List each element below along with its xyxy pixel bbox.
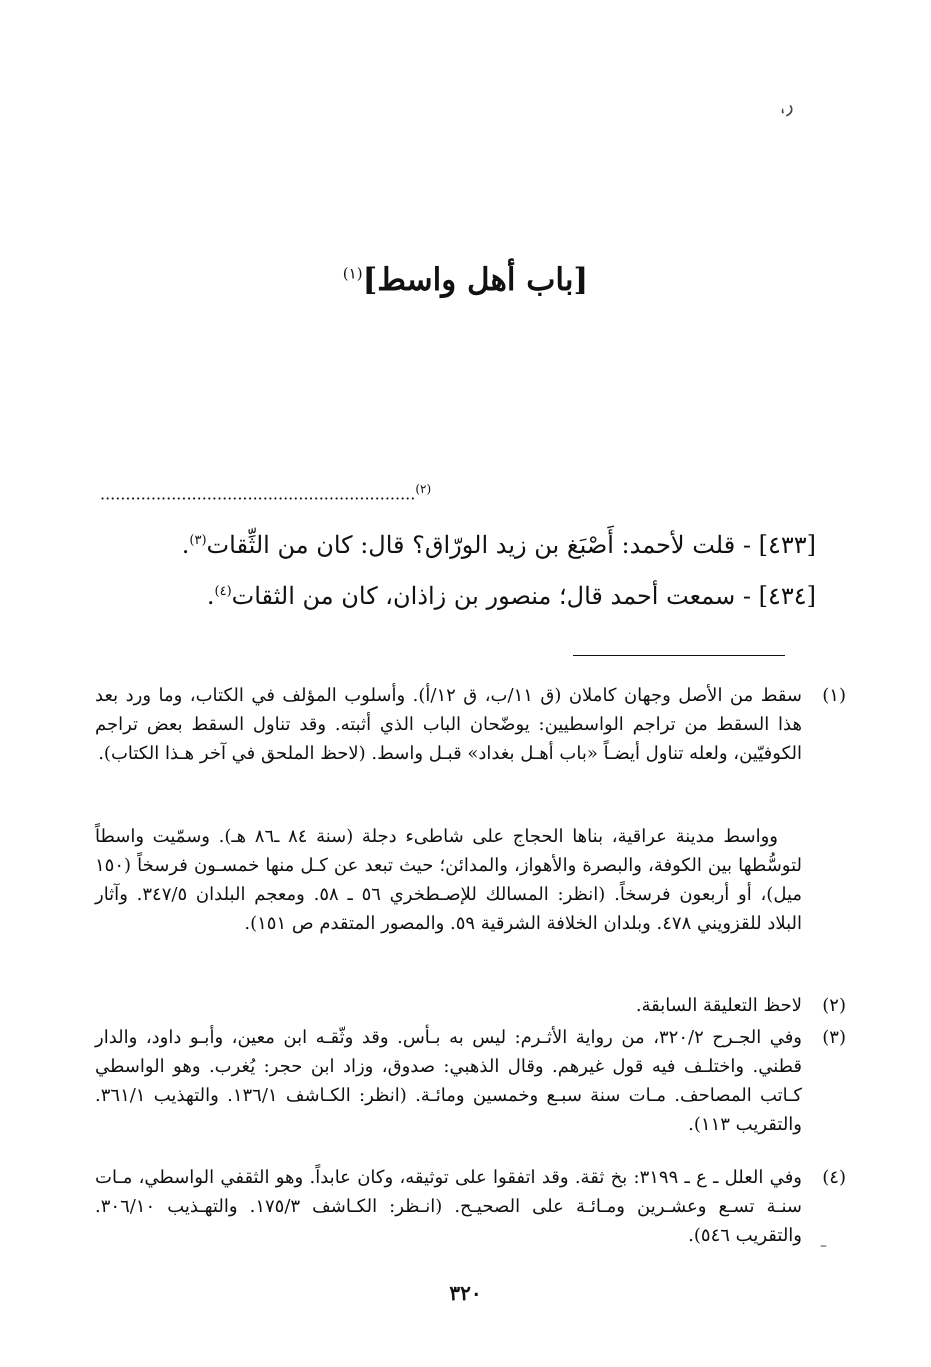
footnote-separator — [573, 655, 785, 656]
entry-434 — [116, 582, 816, 610]
entry-433 — [116, 531, 816, 559]
entry-note: (٤) — [214, 584, 232, 599]
footnote-4 — [95, 1163, 846, 1250]
continuation-mark: – — [820, 1238, 827, 1254]
entry-text: [٤٣٤] - سمعت أحمد قال؛ منصور بن زاذان، كان من الثقات — [231, 582, 816, 610]
chapter-title — [0, 262, 931, 298]
page-number: ٣٢٠ — [449, 1281, 482, 1305]
footnote-1-continued — [95, 822, 846, 938]
entry-note: (٣) — [189, 533, 207, 548]
entry-end: . — [206, 582, 215, 610]
lacuna-dots-text: .............................................................. — [100, 484, 416, 504]
footnote-number: (٤) — [822, 1167, 846, 1188]
chapter-title-text: [باب أهل واسط] — [362, 262, 589, 298]
footnote-2 — [95, 991, 846, 1020]
footnote-text: سقط من الأصل وجهان كاملان (ق ١١/ب، ق ١٢/أ). وأسلوب المؤلف في الكتاب، وما ورد بعد هذا السقط من تراجم الواسطيين: يوضّحان الباب الذي أثبته. وقد تناول السقط بعض تراجم الكوفيّين، ولعله تناول أيضـاً «باب أهـل بغداد» قبـل واسط. (لاحظ الملحق في آخر هـذا الكتاب). — [95, 685, 803, 764]
footnote-number: (١) — [822, 685, 846, 706]
footnote-number: (٢) — [822, 995, 846, 1016]
entry-text: [٤٣٣] - قلت لأحمد: أَصْبَغ بن زيد الورّاق؟ قال: كان من الثِّقات — [206, 531, 816, 559]
entry-end: . — [181, 531, 190, 559]
footnote-text: وفي الجـرح ٣٢٠/٢، من رواية الأثـرم: ليس به بـأس. وقد وثّقـه ابن معين، وأبـو داود، والدار قطني. واختلـف فيه قول غيرهم. وقال الذهبي: صدوق، وزاد ابن حجر: يُغرب. وهو الواسطي كـاتب المصاحف. مـات سنة سبـع وخمسين ومائـة. (انظر: الكـاشف ١٣٦/١. والتهذيب ٣٦١/١. والتقريب ١١٣). — [95, 1027, 802, 1135]
footnote-1 — [95, 681, 846, 768]
footnote-text: وفي العلل ـ ع ـ ٣١٩٩: بخ ثقة. وقد اتفقوا على توثيقه، وكان عابداً. وهو الثقفي الواسطي، مـات سنـة تسـع وعشـرين ومـائـة على الصحيـح. (انـظر: الكـاشف ١٧٥/٣. والتهـذيب ٣٠٦/١٠. والتقريب ٥٤٦). — [95, 1167, 802, 1246]
footnote-number: (٣) — [822, 1027, 846, 1048]
lacuna-dots — [100, 482, 785, 503]
footnote-3 — [95, 1023, 846, 1139]
corner-mark: ،ر — [774, 94, 796, 119]
footnote-text: لاحظ التعليقة السابقة. — [635, 995, 802, 1016]
footnote-text: وواسط مدينة عراقية، بناها الحجاج على شاطىء دجلة (سنة ٨٤ ـ٨٦ هـ). وسمّيت واسطاً لتوسُّطها بين الكوفة، والبصرة والأهواز، والمدائن؛ حيث تبعد عن كـل منها خمسـون فرسخاً (١٥٠ ميل)، أو أربعون فرسخاً. (انظر: المسالك للإصـطخري ٥٦ ـ ٥٨. ومعجم البلدان ٣٤٧/٥. وآثار البلاد للقزويني ٤٧٨. وبلدان الخلافة الشرقية ٥٩. والمصور المتقدم ص ١٥١). — [95, 826, 803, 934]
chapter-title-note: (١) — [342, 264, 363, 283]
lacuna-note: (٢) — [415, 482, 432, 496]
